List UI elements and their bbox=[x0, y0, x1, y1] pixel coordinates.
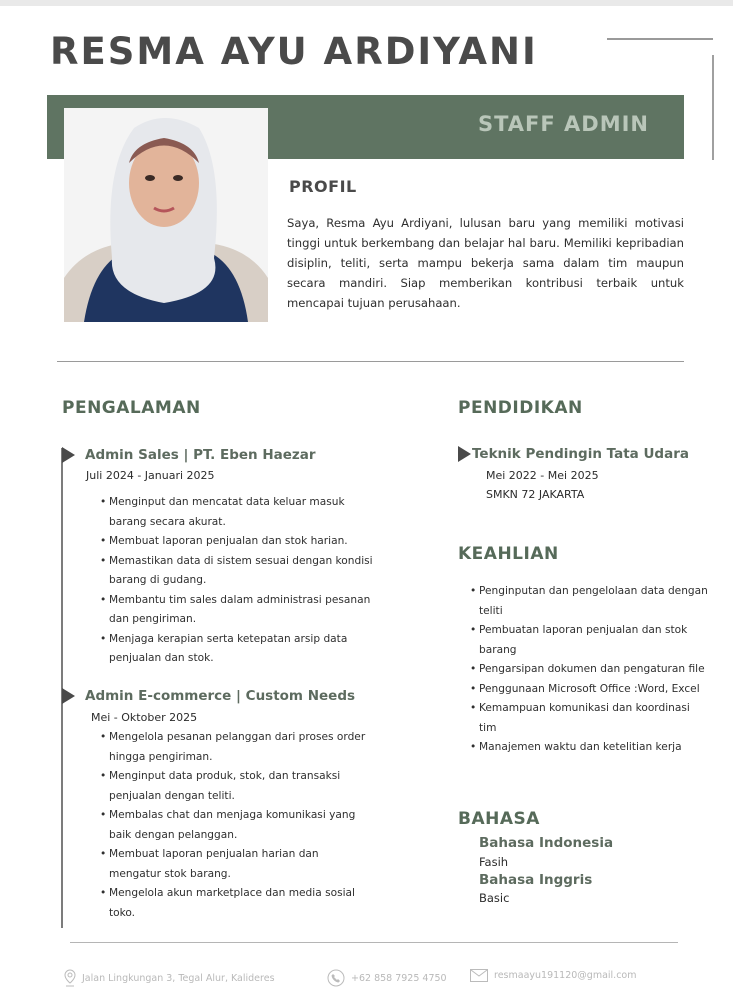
job-duties bbox=[100, 728, 370, 923]
languages-heading: BAHASA bbox=[458, 809, 540, 829]
top-edge bbox=[0, 0, 733, 6]
list-item: • Manajemen waktu dan ketelitian kerja bbox=[470, 738, 710, 758]
divider bbox=[57, 361, 684, 362]
triangle-marker-icon bbox=[458, 446, 471, 462]
job-date: Juli 2024 - Januari 2025 bbox=[86, 469, 215, 482]
candidate-name: RESMA AYU ARDIYANI bbox=[50, 30, 538, 73]
mail-icon bbox=[470, 969, 488, 982]
list-item: • Pembuatan laporan penjualan dan stok barang bbox=[470, 621, 710, 660]
list-item: • Menjaga kerapian serta ketepatan arsip data penjualan dan stok. bbox=[100, 630, 380, 669]
profile-heading: PROFIL bbox=[289, 177, 357, 196]
profile-text: Saya, Resma Ayu Ardiyani, lulusan baru yang memiliki motivasi tinggi untuk berkembang dan belajar hal baru. Memiliki kepribadian disiplin, teliti, serta mampu bekerja sama dalam tim maupun secara mandiri. Siap memberikan kontribusi terbaik untuk mencapai tujuan perusahaan. bbox=[287, 216, 684, 310]
footer-divider bbox=[70, 942, 678, 943]
list-item: • Pengarsipan dokumen dan pengaturan file bbox=[470, 660, 710, 680]
list-item: • Mengelola pesanan pelanggan dari proses order hingga pengiriman. bbox=[100, 728, 370, 767]
address-text: Jalan Lingkungan 3, Tegal Alur, Kalideres bbox=[82, 972, 275, 984]
language-level: Basic bbox=[479, 891, 510, 905]
education-major: Teknik Pendingin Tata Udara bbox=[472, 446, 689, 462]
list-item: • Menginput dan mencatat data keluar masuk barang secara akurat. bbox=[100, 493, 380, 532]
footer-email bbox=[470, 969, 637, 982]
phone-icon bbox=[327, 969, 345, 987]
list-item: • Membuat laporan penjualan dan stok harian. bbox=[100, 532, 380, 552]
location-pin-icon bbox=[64, 969, 76, 987]
job-title: Admin Sales | PT. Eben Haezar bbox=[85, 447, 316, 463]
triangle-marker-icon bbox=[62, 688, 75, 704]
list-item: • Membalas chat dan menjaga komunikasi yang baik dengan pelanggan. bbox=[100, 806, 370, 845]
education-date: Mei 2022 - Mei 2025 bbox=[486, 469, 599, 482]
skills-heading: KEAHLIAN bbox=[458, 544, 559, 564]
job-date: Mei - Oktober 2025 bbox=[91, 711, 198, 724]
education-school: SMKN 72 JAKARTA bbox=[486, 488, 585, 501]
footer-address bbox=[64, 969, 275, 987]
email-text: resmaayu191120@gmail.com bbox=[494, 970, 637, 981]
list-item: • Membuat laporan penjualan harian dan mengatur stok barang. bbox=[100, 845, 370, 884]
list-item: • Kemampuan komunikasi dan koordinasi tim bbox=[470, 699, 710, 738]
list-item: • Mengelola akun marketplace dan media sosial toko. bbox=[100, 884, 370, 923]
decorative-line bbox=[607, 38, 713, 40]
list-item: • Memastikan data di sistem sesuai dengan kondisi barang di gudang. bbox=[100, 552, 380, 591]
list-item: • Penggunaan Microsoft Office :Word, Excel bbox=[470, 680, 710, 700]
list-item: • Menginput data produk, stok, dan transaksi penjualan dengan teliti. bbox=[100, 767, 370, 806]
triangle-marker-icon bbox=[62, 447, 75, 463]
language-name: Bahasa Inggris bbox=[479, 872, 593, 888]
experience-heading: PENGALAMAN bbox=[62, 398, 201, 418]
list-item: • Membantu tim sales dalam administrasi pesanan dan pengiriman. bbox=[100, 591, 380, 630]
language-name: Bahasa Indonesia bbox=[479, 835, 614, 851]
phone-text: +62 858 7925 4750 bbox=[351, 972, 447, 984]
job-role: STAFF ADMIN bbox=[477, 112, 649, 136]
language-level: Fasih bbox=[479, 855, 509, 869]
job-title: Admin E-commerce | Custom Needs bbox=[85, 688, 356, 704]
profile-photo bbox=[64, 108, 268, 322]
skills-list bbox=[470, 582, 710, 758]
footer-phone bbox=[327, 969, 447, 987]
list-item: • Penginputan dan pengelolaan data dengan teliti bbox=[470, 582, 710, 621]
decorative-line bbox=[712, 55, 714, 160]
job-duties bbox=[100, 493, 380, 669]
education-heading: PENDIDIKAN bbox=[458, 398, 583, 418]
